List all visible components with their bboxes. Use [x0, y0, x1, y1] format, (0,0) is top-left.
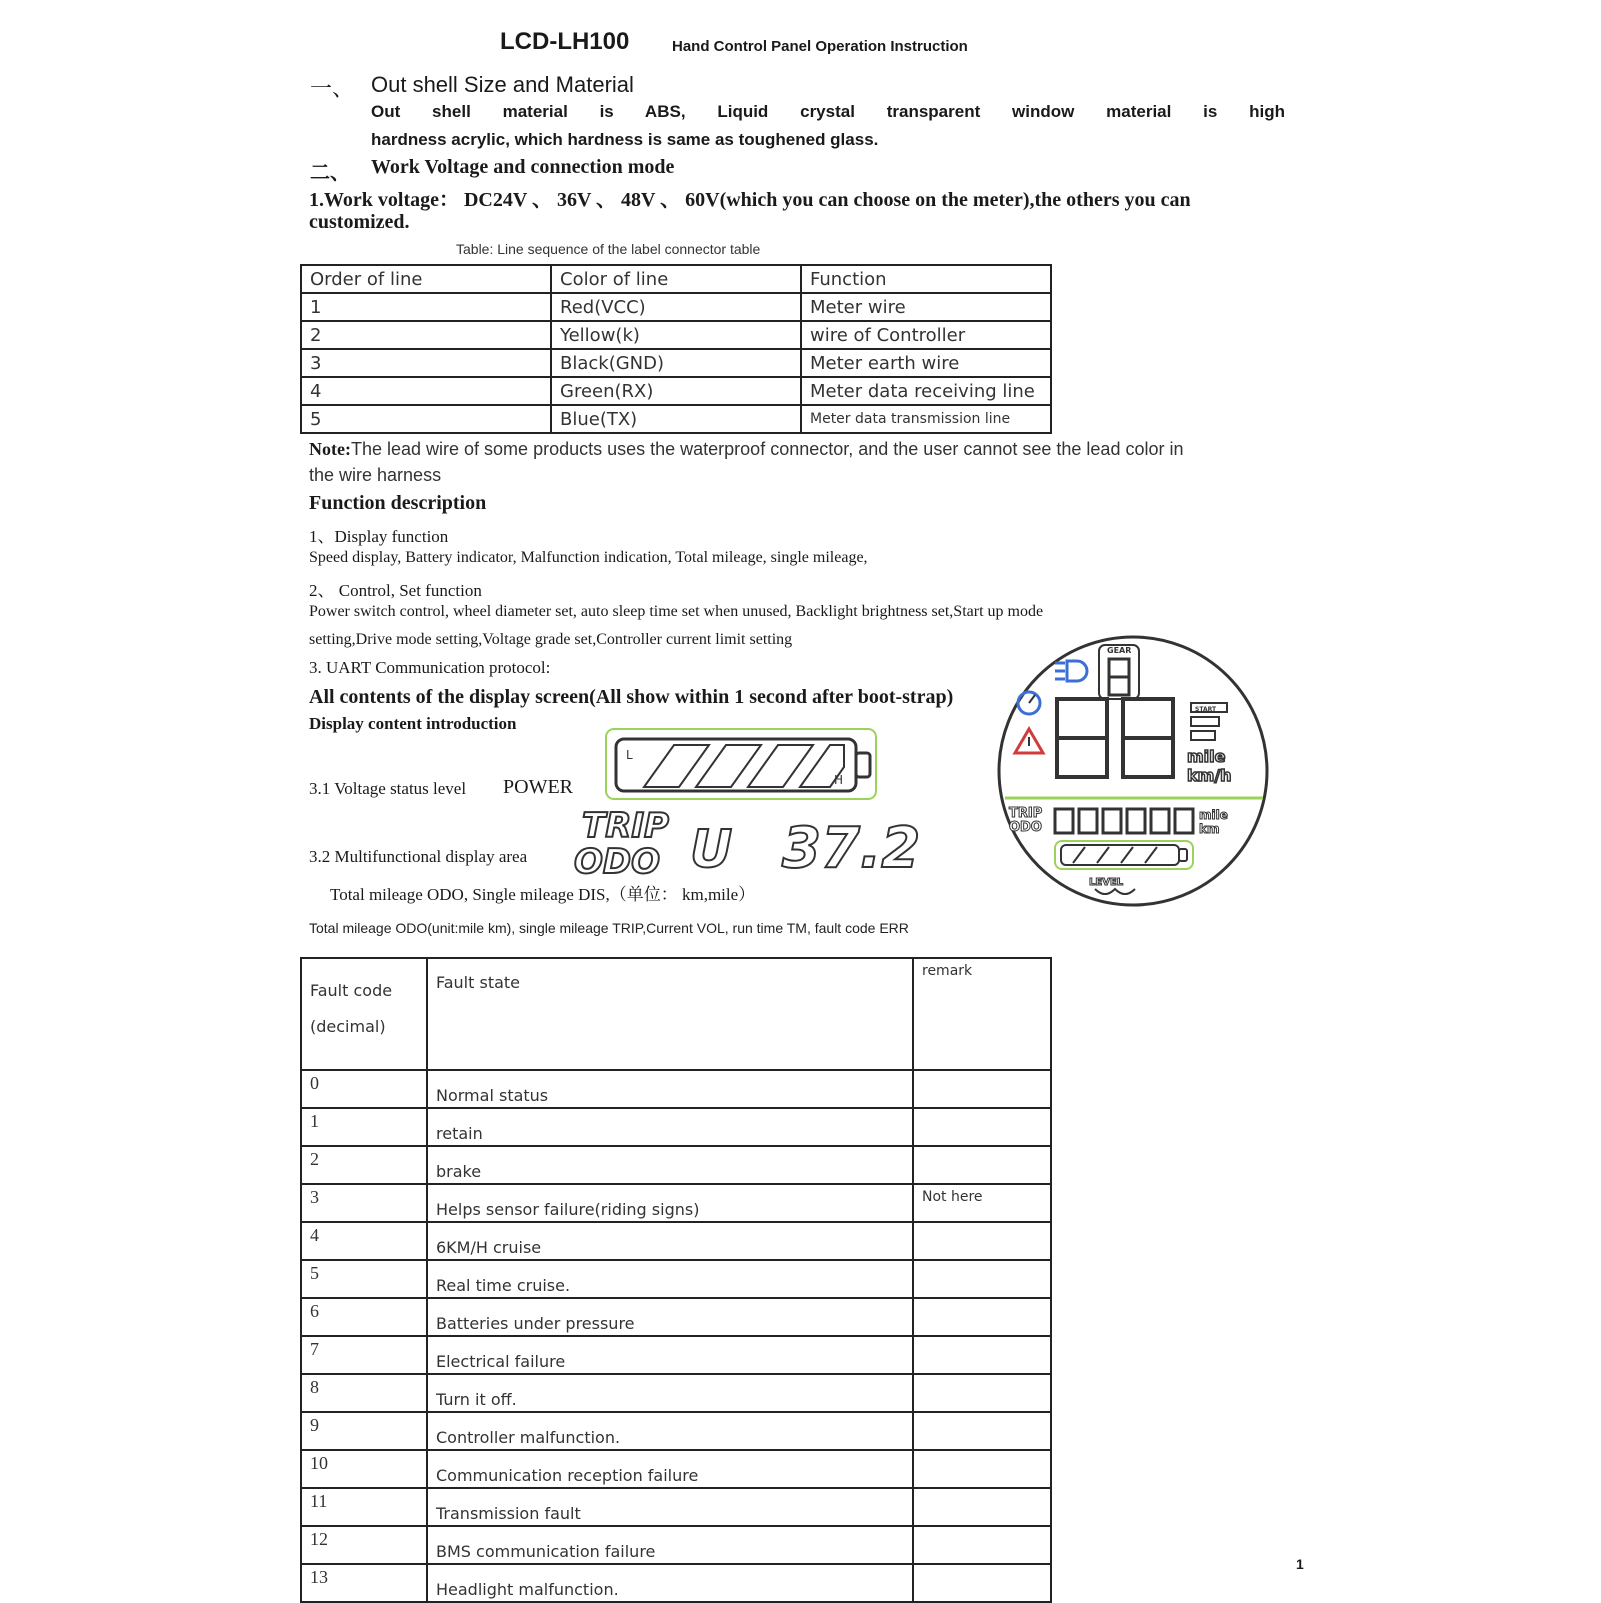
- remark-cell: [913, 1564, 1051, 1602]
- fault-code-cell: 3: [301, 1184, 427, 1222]
- control-function-title: 2、 Control, Set function: [309, 581, 482, 600]
- table-row: [301, 1564, 1051, 1602]
- remark-cell: Not here: [913, 1184, 1051, 1222]
- table-row: [301, 1298, 1051, 1336]
- remark-cell: [913, 1450, 1051, 1488]
- remark-cell: [913, 1146, 1051, 1184]
- fault-code-cell: 1: [301, 1108, 427, 1146]
- table-cell: 2: [301, 321, 551, 349]
- fault-state-cell: Electrical failure: [427, 1336, 913, 1374]
- table-header-cell: Function: [801, 265, 1051, 293]
- remark-cell: [913, 1108, 1051, 1146]
- page-number: 1: [1296, 1556, 1304, 1572]
- table-header-cell: Color of line: [551, 265, 801, 293]
- table-row: [301, 1336, 1051, 1374]
- section2-title: Work Voltage and connection mode: [371, 156, 675, 178]
- odo-segment-label: ODO: [574, 842, 661, 877]
- table-cell: 3: [301, 349, 551, 377]
- document-title: LCD-LH100: [500, 28, 630, 55]
- fault-state-cell: Controller malfunction.: [427, 1412, 913, 1450]
- section1-line1: Out shell material is ABS, Liquid crystal transparent window material is high: [371, 102, 1285, 121]
- remark-header: remark: [913, 958, 1051, 1070]
- table-row: [301, 321, 1051, 349]
- odo-unit-mile: mile: [1199, 808, 1228, 822]
- fault-code-header-sub: (decimal): [310, 1017, 386, 1036]
- remark-cell: [913, 1488, 1051, 1526]
- table-cell: Meter earth wire: [801, 349, 1051, 377]
- fault-state-cell: retain: [427, 1108, 913, 1146]
- fault-state-cell: Turn it off.: [427, 1374, 913, 1412]
- fault-state-cell: 6KM/H cruise: [427, 1222, 913, 1260]
- table-row: [301, 405, 1051, 433]
- note-line2: the wire harness: [309, 465, 442, 485]
- battery-high-label: H: [834, 773, 844, 787]
- table-row: [301, 1146, 1051, 1184]
- table-cell: Meter data transmission line: [801, 405, 1051, 433]
- all-contents-heading: All contents of the display screen(All show within 1 second after boot-strap): [309, 686, 954, 708]
- multifunction-display-graphic: [572, 805, 932, 877]
- table-cell: Green(RX): [551, 377, 801, 405]
- table-row: [301, 1488, 1051, 1526]
- fault-code-cell: 13: [301, 1564, 427, 1602]
- table-row: [301, 1070, 1051, 1108]
- fault-state-cell: brake: [427, 1146, 913, 1184]
- fault-code-cell: 5: [301, 1260, 427, 1298]
- remark-cell: [913, 1374, 1051, 1412]
- headlight-icon: [1055, 661, 1087, 681]
- table-cell: Black(GND): [551, 349, 801, 377]
- fault-code-cell: 7: [301, 1336, 427, 1374]
- document-subtitle: Hand Control Panel Operation Instruction: [672, 38, 968, 55]
- table-header-row: [301, 958, 1051, 1070]
- display-intro-heading: Display content introduction: [309, 714, 517, 733]
- gear-label: GEAR: [1107, 646, 1132, 655]
- speed-unit-mile: mile: [1187, 747, 1226, 766]
- remark-cell: [913, 1298, 1051, 1336]
- fault-code-cell: 8: [301, 1374, 427, 1412]
- voltage-status-label: 3.1 Voltage status level: [309, 779, 467, 798]
- remark-cell: [913, 1336, 1051, 1374]
- start-label: START: [1195, 706, 1217, 713]
- fault-code-cell: 6: [301, 1298, 427, 1336]
- table-row: [301, 1184, 1051, 1222]
- fault-code-cell: 9: [301, 1412, 427, 1450]
- remark-cell: [913, 1222, 1051, 1260]
- level-label: LEVEL: [1089, 877, 1124, 888]
- voltage-unit-segment: U: [690, 820, 733, 877]
- function-title: Function description: [309, 492, 487, 514]
- table-header-row: [301, 265, 1051, 293]
- fault-code-cell: 0: [301, 1070, 427, 1108]
- fault-code-header: [301, 958, 427, 1070]
- section1-line2: hardness acrylic, which hardness is same as toughened glass.: [371, 130, 879, 149]
- remark-cell: [913, 1070, 1051, 1108]
- mileage-unit-line: Total mileage ODO, Single mileage DIS,（单位： km,mile）: [330, 885, 756, 904]
- multifunction-label: 3.2 Multifunctional display area: [309, 847, 528, 866]
- fault-state-cell: Headlight malfunction.: [427, 1564, 913, 1602]
- table-cell: Red(VCC): [551, 293, 801, 321]
- section1-title: Out shell Size and Material: [371, 72, 634, 97]
- table-row: [301, 1260, 1051, 1298]
- fault-state-cell: Real time cruise.: [427, 1260, 913, 1298]
- connector-table: [300, 264, 1052, 434]
- table-cell: Meter wire: [801, 293, 1051, 321]
- odo-unit-km: km: [1199, 822, 1220, 836]
- battery-bar-graphic: [604, 727, 884, 803]
- control-function-text1: Power switch control, wheel diameter set, auto sleep time set when unused, Backlight brightness set,Start up mode: [309, 603, 1044, 620]
- fault-code-table: [300, 957, 1052, 1603]
- table-row: [301, 1374, 1051, 1412]
- battery-low-label: L: [626, 748, 633, 762]
- fault-code-cell: 11: [301, 1488, 427, 1526]
- table-row: [301, 377, 1051, 405]
- remark-cell: [913, 1260, 1051, 1298]
- voltage-reading-segment: 37.2: [782, 816, 921, 877]
- connector-table-caption: Table: Line sequence of the label connector table: [456, 241, 761, 257]
- display-function-title: 1、Display function: [309, 527, 449, 546]
- table-cell: wire of Controller: [801, 321, 1051, 349]
- table-row: [301, 1412, 1051, 1450]
- dial-odo-label: ODO: [1009, 820, 1042, 835]
- cruise-icon: [1018, 692, 1040, 714]
- table-cell: Blue(TX): [551, 405, 801, 433]
- table-cell: 4: [301, 377, 551, 405]
- work-voltage-line1: 1.Work voltage： DC24V 、 36V 、 48V 、 60V(which you can choose on the meter),the others you can: [309, 189, 1191, 211]
- table-row: [301, 1222, 1051, 1260]
- table-header-cell: Order of line: [301, 265, 551, 293]
- fault-state-cell: Helps sensor failure(riding signs): [427, 1184, 913, 1222]
- section2-marker: 二、: [310, 162, 350, 184]
- table-cell: 5: [301, 405, 551, 433]
- fault-state-cell: Batteries under pressure: [427, 1298, 913, 1336]
- table-cell: Meter data receiving line: [801, 377, 1051, 405]
- table-row: [301, 1108, 1051, 1146]
- power-label: POWER: [503, 776, 573, 798]
- uart-title: 3. UART Communication protocol:: [309, 658, 551, 677]
- table-cell: Yellow(k): [551, 321, 801, 349]
- fault-code-cell: 12: [301, 1526, 427, 1564]
- fault-code-cell: 2: [301, 1146, 427, 1184]
- odo-description-line: Total mileage ODO(unit:mile km), single mileage TRIP,Current VOL, run time TM, fault code ERR: [309, 920, 909, 936]
- work-voltage-line2: customized.: [309, 211, 410, 233]
- fault-state-header: Fault state: [427, 958, 913, 1070]
- table-row: [301, 293, 1051, 321]
- control-function-text2: setting,Drive mode setting,Voltage grade set,Controller current limit setting: [309, 631, 793, 648]
- fault-state-cell: Communication reception failure: [427, 1450, 913, 1488]
- table-row: [301, 349, 1051, 377]
- note-line1: [309, 439, 1183, 460]
- display-function-text: Speed display, Battery indicator, Malfunction indication, Total mileage, single mileage,: [309, 549, 868, 566]
- speed-unit-kmh: km/h: [1187, 766, 1232, 785]
- section1-marker: 一、: [310, 76, 355, 101]
- round-lcd-dial-graphic: [995, 635, 1275, 915]
- table-row: [301, 1526, 1051, 1564]
- warning-icon: [1015, 729, 1043, 753]
- note-label: Note:: [309, 439, 351, 459]
- dial-trip-label: TRIP: [1009, 806, 1043, 821]
- fault-state-cell: BMS communication failure: [427, 1526, 913, 1564]
- trip-segment-label: TRIP: [582, 806, 669, 846]
- fault-state-cell: Transmission fault: [427, 1488, 913, 1526]
- table-cell: 1: [301, 293, 551, 321]
- fault-code-cell: 10: [301, 1450, 427, 1488]
- fault-code-cell: 4: [301, 1222, 427, 1260]
- remark-cell: [913, 1526, 1051, 1564]
- note-text: The lead wire of some products uses the waterproof connector, and the user cannot see the lead color in: [350, 439, 1184, 459]
- fault-state-cell: Normal status: [427, 1070, 913, 1108]
- fault-code-header-text: Fault code: [310, 981, 393, 1000]
- table-row: [301, 1450, 1051, 1488]
- remark-cell: [913, 1412, 1051, 1450]
